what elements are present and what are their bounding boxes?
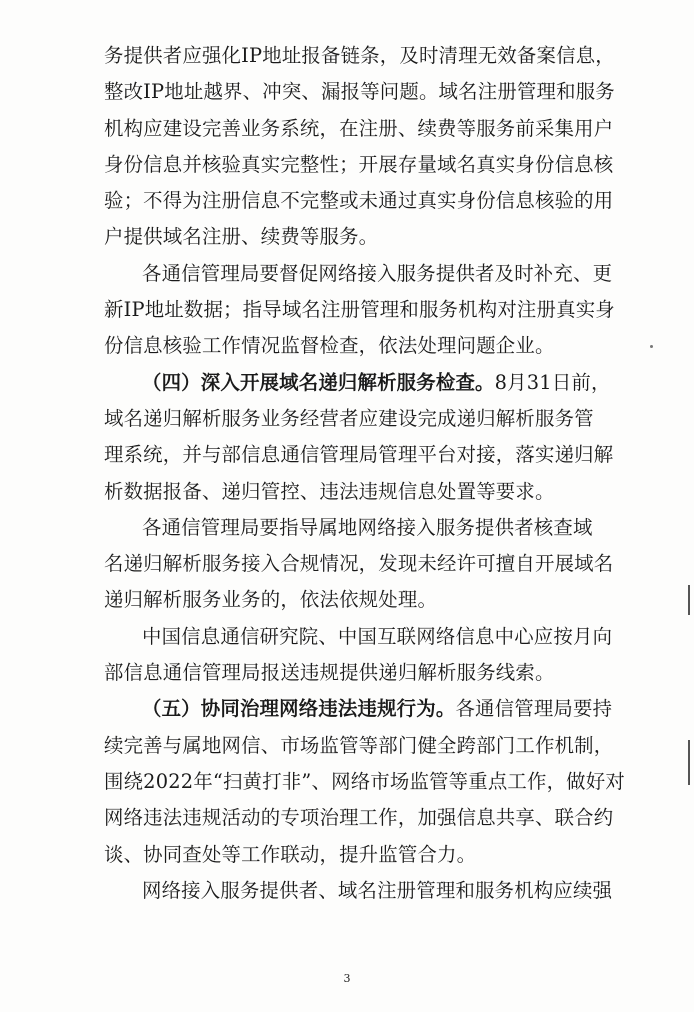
text-line: 名递归解析服务接入合规情况，发现未经许可擅自开展域名 bbox=[104, 552, 614, 576]
section-heading: （五）协同治理网络违法违规行为。 bbox=[142, 697, 456, 721]
text-line: 理系统，并与部信息通信管理局管理平台对接，落实递归解 bbox=[104, 443, 614, 467]
text-line: 部信息通信管理局报送违规提供递归解析服务线索。 bbox=[104, 661, 555, 685]
text-line: 各通信管理局要指导属地网络接入服务提供者核查域 bbox=[142, 515, 593, 539]
text-line: 验；不得为注册信息不完整或未通过真实身份信息核验的用 bbox=[104, 189, 614, 213]
text-line: 围绕2022年“扫黄打非”、网络市场监管等重点工作，做好对 bbox=[104, 769, 625, 793]
paragraph-ip-and-domain-registration bbox=[104, 38, 615, 256]
page-number: 3 bbox=[343, 972, 351, 985]
text-line: 网络接入服务提供者、域名注册管理和服务机构应续强 bbox=[142, 878, 613, 902]
text-line: 新IP地址数据；指导域名注册管理和服务机构对注册真实身 bbox=[104, 298, 615, 322]
heading-line-rest: 8月31日前， bbox=[494, 370, 611, 394]
text-line: 户提供域名注册、续费等服务。 bbox=[104, 225, 379, 249]
text-line: 谈、协同查处等工作联动，提升监管合力。 bbox=[104, 842, 477, 866]
text-line: 续完善与属地网信、市场监管等部门健全跨部门工作机制， bbox=[104, 733, 614, 757]
section-heading: （四）深入开展域名递归解析服务检查。 bbox=[142, 370, 495, 394]
section-5-joint-governance bbox=[104, 691, 625, 872]
scan-edge-mark bbox=[688, 740, 690, 785]
paragraph-telecom-bureau-supervision bbox=[104, 256, 615, 365]
paragraph-access-compliance-check bbox=[104, 510, 614, 619]
scan-edge-mark bbox=[688, 585, 690, 615]
text-line: 份信息核验工作情况监督检查，依法处理问题企业。 bbox=[104, 334, 555, 358]
section-4-recursive-dns-inspection bbox=[104, 365, 614, 510]
paragraph-continued bbox=[104, 873, 613, 909]
text-line: 域名递归解析服务业务经营者应建设完成递归解析服务管 bbox=[104, 406, 594, 430]
text-line: 各通信管理局要督促网络接入服务提供者及时补充、更 bbox=[142, 261, 613, 285]
text-line: 身份信息并核验真实完整性；开展存量域名真实身份信息核 bbox=[104, 152, 614, 176]
document-body bbox=[104, 38, 625, 909]
text-line: 整改IP地址越界、冲突、漏报等问题。域名注册管理和服务 bbox=[104, 80, 615, 104]
text-line: 网络违法违规活动的专项治理工作，加强信息共享、联合约 bbox=[104, 806, 614, 830]
text-line: 机构应建设完善业务系统，在注册、续费等服务前采集用户 bbox=[104, 116, 614, 140]
scan-speck bbox=[650, 345, 653, 348]
paragraph-caict-cnnic-reporting bbox=[104, 619, 613, 692]
text-line: 务提供者应强化IP地址报备链条，及时清理无效备案信息， bbox=[104, 44, 615, 67]
text-line: 递归解析服务业务的，依法依规处理。 bbox=[104, 588, 438, 612]
text-line: 中国信息通信研究院、中国互联网络信息中心应按月向 bbox=[142, 624, 613, 648]
text-line: 析数据报备、递归管控、违法违规信息处置等要求。 bbox=[104, 479, 555, 503]
text-line bbox=[104, 365, 611, 401]
text-line bbox=[104, 691, 613, 727]
heading-line-rest: 各通信管理局要持 bbox=[455, 697, 613, 721]
